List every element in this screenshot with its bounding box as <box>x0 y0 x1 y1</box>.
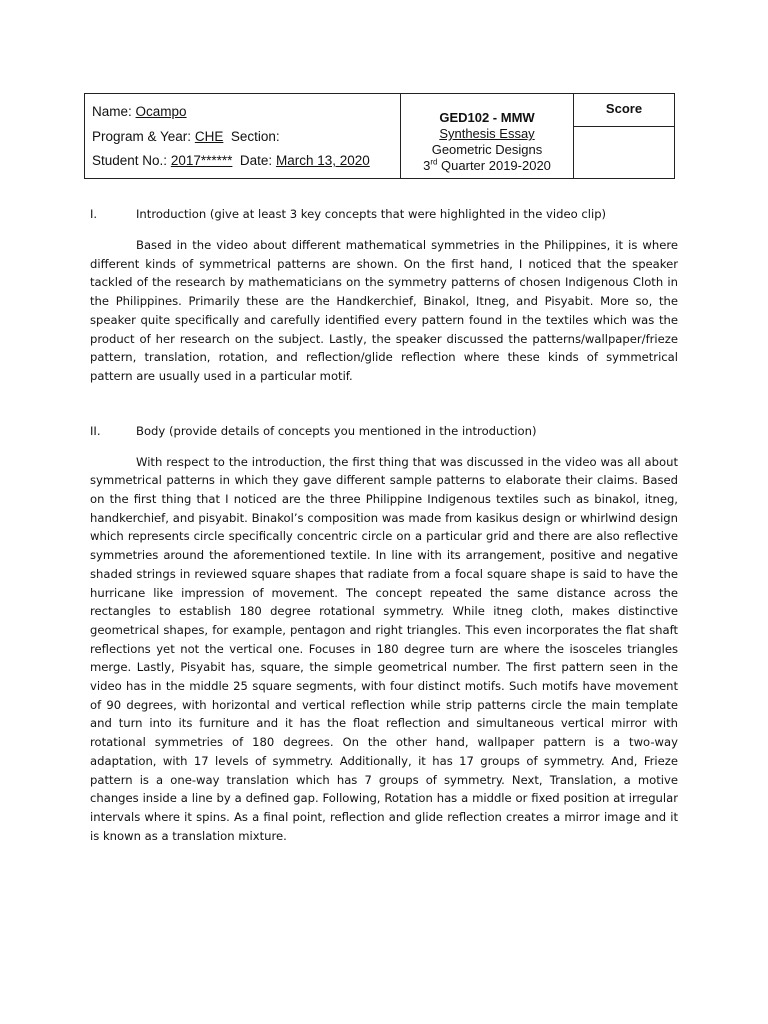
score-cell <box>574 94 674 178</box>
student-no-value: 2017****** <box>170 153 233 168</box>
name-line <box>92 100 400 125</box>
header-table <box>84 93 675 179</box>
student-info-cell <box>85 94 401 178</box>
name-label: Name: <box>92 104 132 119</box>
quarter-number: 3 <box>423 158 431 173</box>
quarter-text: Quarter 2019-2020 <box>437 158 551 173</box>
section-heading-body <box>90 422 678 440</box>
student-no-line <box>92 149 400 174</box>
section-title: Introduction (give at least 3 key concepts that were highlighted in the video clip) <box>136 207 607 221</box>
section-label: Section: <box>230 128 280 144</box>
section-title: Body (provide details of concepts you mentioned in the introduction) <box>136 423 537 438</box>
course-info-cell <box>401 94 574 178</box>
essay-type: Synthesis Essay <box>439 126 535 141</box>
score-box <box>574 127 674 178</box>
quarter-suffix: rd <box>430 157 438 167</box>
score-label: Score <box>574 94 674 127</box>
date-value: March 13, 2020 <box>275 153 370 168</box>
essay-topic: Geometric Designs <box>431 142 543 157</box>
essay-body <box>90 205 678 845</box>
student-no-label: Student No.: <box>92 153 168 168</box>
program-value: CHE <box>194 128 224 144</box>
program-line <box>92 125 400 150</box>
program-label: Program & Year: <box>92 128 192 144</box>
section-numeral: I. <box>90 207 98 221</box>
quarter-line <box>401 158 573 174</box>
section-heading-introduction <box>90 205 678 223</box>
section-numeral: II. <box>90 423 101 438</box>
introduction-paragraph: Based in the video about different mathematical symmetries in the Philippines, it is where different kinds of symmetrical patterns are shown. On the first hand, I noticed that the speaker tackled of the research by mathematicians on the symmetry patterns of chosen Indigenous Cloth in the Philippines. Primarily these are the Handkerchief, Binakol, Itneg, and Pisyabit. More so, the speaker quite specifically and carefully identified every pattern found in the textiles which was the product of her research on the subject. Lastly, the speaker discussed the patterns/wallpaper/frieze pattern, translation, rotation, and reflection/glide reflection where these kinds of symmetrical pattern are usually used in a particular motif. <box>90 238 678 383</box>
date-label: Date: <box>239 153 273 168</box>
course-code: GED102 - MMW <box>439 110 535 125</box>
name-value: Ocampo <box>135 104 187 119</box>
body-paragraph: With respect to the introduction, the first thing that was discussed in the video was all about symmetrical patterns in which they gave different sample patterns to elaborate their claims. Based on the first thing that I noticed are the three Philippine Indigenous textiles such as binakol, itneg, handkerchief, and pisyabit. Binakol’s composition was made from kasikus design or whirlwind design which represents circle specifically concentric circle on a particular grid and there are also reflective symmetries around the aforementioned textile. In line with its arrangement, positive and negative shaded strings in reviewed square shapes that radiate from a focal square shape is said to have the hurricane like impression of movement. The concept repeated the same distance across the rectangles to establish 180 degree rotational symmetry. While itneg cloth, makes distinctive geometrical shapes, for example, pentagon and right triangles. This even incorporates the flat shaft reflections yet not the vertical one. Focuses in 180 degree turn are where the isosceles triangles merge. Lastly, Pisyabit has, square, the simple geometrical number. The first pattern seen in the video has in the middle 25 square segments, with four distinct motifs. Such motifs have movement of 90 degrees, with horizontal and vertical reflection while strip patterns circle the main template and turn into its furniture and it has the float reflection and simultaneous vertical mirror with rotational symmetries of 180 degrees. On the other hand, wallpaper pattern is a two-way adaptation, with 17 levels of symmetry. Additionally, it has 17 groups of symmetry. And, Frieze pattern is a one-way translation which has 7 groups of symmetry. Next, Translation, a motive changes inside a line by a defined gap. Following, Rotation has a middle or fixed position at irregular intervals where it spins. As a final point, reflection and glide reflection creates a mirror image and it is known as a translation mixture. <box>90 454 678 843</box>
